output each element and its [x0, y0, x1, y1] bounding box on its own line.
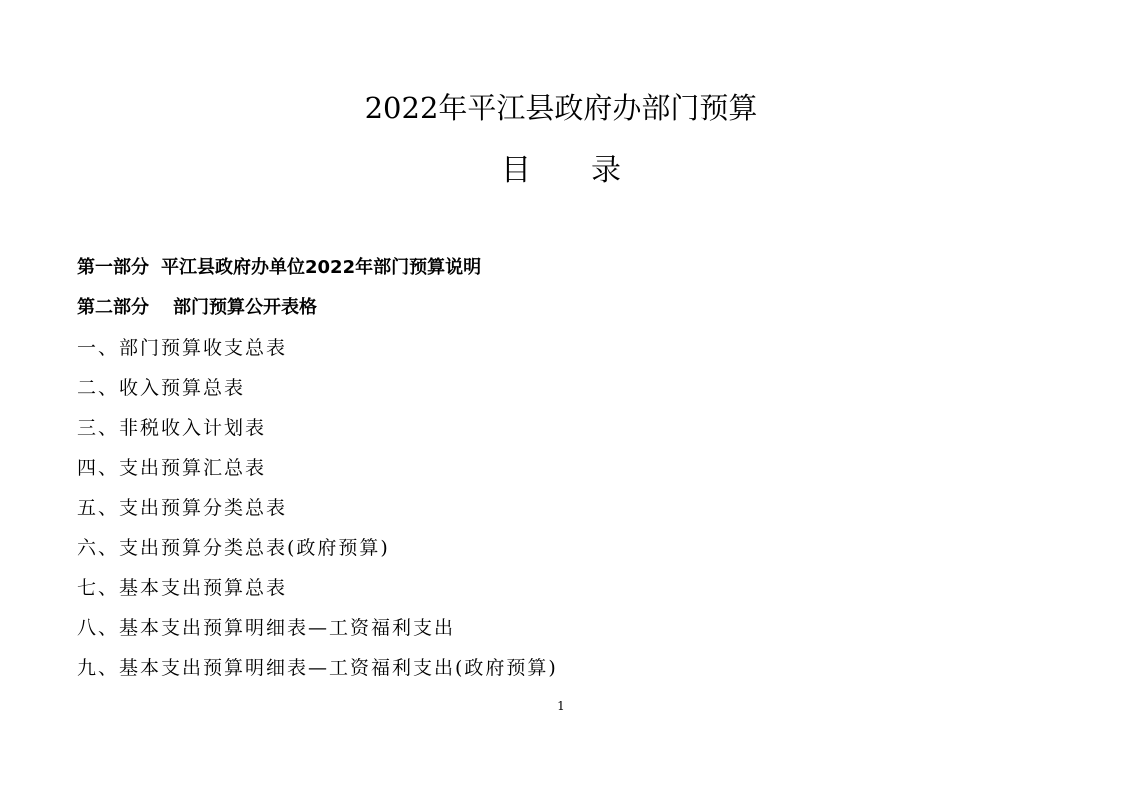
toc-part-2[interactable] [77, 288, 558, 328]
toc-item-8[interactable]: 八、基本支出预算明细表—工资福利支出 [77, 617, 456, 639]
toc-list [77, 248, 558, 688]
page-title: 2022年平江县政府办部门预算 [364, 91, 758, 125]
toc-heading-right: 录 [591, 153, 621, 188]
toc-item-7[interactable]: 七、基本支出预算总表 [77, 577, 288, 599]
toc-item-2[interactable]: 二、收入预算总表 [77, 377, 246, 399]
toc-item-5[interactable]: 五、支出预算分类总表 [77, 497, 288, 519]
toc-item-9[interactable]: 九、基本支出预算明细表—工资福利支出(政府预算) [77, 657, 558, 679]
toc-part-text: 平江县政府办单位2022年部门预算说明 [161, 257, 482, 278]
toc-part-1[interactable] [77, 248, 558, 288]
toc-part-label: 第二部分 [77, 297, 149, 318]
toc-part-text: 部门预算公开表格 [173, 297, 317, 318]
toc-item-3[interactable]: 三、非税收入计划表 [77, 417, 267, 439]
toc-heading [0, 150, 1122, 192]
page-number: 1 [557, 699, 565, 713]
toc-heading-left: 目 [501, 153, 531, 188]
toc-item-1[interactable]: 一、部门预算收支总表 [77, 337, 288, 359]
toc-part-label: 第一部分 [77, 257, 149, 278]
toc-item-4[interactable]: 四、支出预算汇总表 [77, 457, 267, 479]
toc-item-6[interactable]: 六、支出预算分类总表(政府预算) [77, 537, 390, 559]
